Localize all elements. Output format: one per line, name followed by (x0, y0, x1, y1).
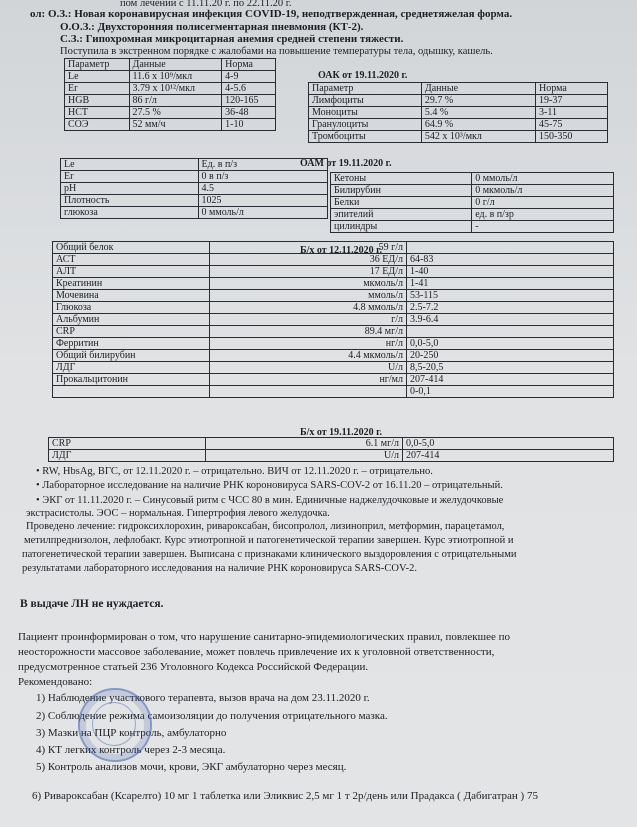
table-row: СОЭ 52 мм/ч 1-10 (65, 119, 276, 131)
table-row: Le 11.6 x 10⁹/мкл 4-9 (65, 71, 276, 83)
table-row: Креатинин мкмоль/л 1-41 (53, 278, 614, 290)
table-row: Гранулоциты 64.9 % 45-75 (309, 119, 608, 131)
table-row: Er 0 в п/з (61, 171, 328, 183)
stamp-seal-inner (92, 702, 136, 746)
table-row: Параметр Данные Норма (309, 83, 608, 95)
bx2-table (48, 437, 614, 462)
table-row: Глюкоза 4.8 ммоль/л 2.5-7.2 (53, 302, 614, 314)
table-row: Альбумин г/л 3.9-6.4 (53, 314, 614, 326)
table-row: Прокальцитонин нг/мл 207-414 (53, 374, 614, 386)
header-line-0: пом лечении с 11.11.20 г. по 22.11.20 г. (120, 0, 292, 9)
table-row: Лимфоциты 29.7 % 19-37 (309, 95, 608, 107)
table-row: CRP 89.4 мг/л (53, 326, 614, 338)
table-row: АСТ 36 ЕД/л 64-83 (53, 254, 614, 266)
warning-line-2: неосторожности массовое заболевание, может повлечь привлечение их к уголовной ответственности, (18, 646, 495, 658)
bx2-title: Б/х от 19.11.2020 г. (300, 427, 383, 438)
ecg-result: • ЭКГ от 11.11.2020 г. – Синусовый ритм с ЧСС 80 в мин. Единичные наджелудочковые и желудочковые (36, 495, 504, 506)
list-item: 6) Ривароксабан (Ксарелто) 10 мг 1 таблетка или Эликвис 2,5 мг 1 т 2р/день или Прадакса ( Дабигатран ) 75 (32, 790, 538, 802)
treatment-line-4: результатами лабораторного исследования на наличие РНК короновируса SARS-COV-2. (22, 563, 418, 574)
diagnosis-main: ол: О.З.: Новая коронавирусная инфекция COVID-19, неподтвержденная, среднетяжелая форма. (30, 8, 513, 20)
table-row: pH 4.5 (61, 183, 328, 195)
diagnosis-concomitant: С.З.: Гипохромная микроцитарная анемия средней степени тяжести. (60, 33, 404, 45)
table-row: Er 3.79 x 10¹²/мкл 4-5.6 (65, 83, 276, 95)
table-row: 0-0,1 (53, 386, 614, 398)
table-row: HGB 86 г/л 120-165 (65, 95, 276, 107)
table-row: Общий белок 59 г/л (53, 242, 614, 254)
treatment-line-1: Проведено лечение: гидроксихлорохин, ривароксабан, бисопролол, лизиноприл, метформин, парацетамол, (26, 521, 505, 532)
table-row: глюкоза 0 ммоль/л (61, 207, 328, 219)
table-row: Общий билирубин 4.4 мкмоль/л 20-250 (53, 350, 614, 362)
list-item: 1) Наблюдение участкового терапевта, вызов врача на дом 23.11.2020 г. (36, 692, 370, 704)
oam-table-left (60, 158, 328, 219)
oam-title: ОАМ от 19.11.2020 г. (300, 158, 392, 169)
list-item: 4) КТ легких контроль через 2-3 месяца. (36, 744, 226, 756)
admission-complaints: Поступила в экстренном порядке с жалобами на повышение температуры тела, одышку, кашель. (60, 46, 493, 57)
oam-table-right (330, 172, 614, 233)
table-row: Мочевина ммоль/л 53-115 (53, 290, 614, 302)
table-row: Билирубин 0 мкмоль/л (331, 185, 614, 197)
table-row: цилиндры - (331, 221, 614, 233)
ecg-result-cont: экстрасистолы. ЭОС – нормальная. Гипертрофия левого желудочка. (26, 508, 330, 519)
table-row: CRP 6.1 мг/л 0,0-5,0 (49, 438, 614, 450)
bx1-title: Б/х от 12.11.2020 г. (300, 245, 383, 256)
oak-table-left (64, 58, 276, 131)
table-row: Параметр Данные Норма (65, 59, 276, 71)
warning-line-3: предусмотренное статьей 236 Уголовного Кодекса Российской Федерации. (18, 661, 369, 673)
table-row: Ферритин нг/л 0,0-5,0 (53, 338, 614, 350)
sick-leave-note: В выдаче ЛН не нуждается. (20, 598, 164, 610)
table-row: Le Ед. в п/з (61, 159, 328, 171)
treatment-line-3: патогенетической терапии завершен. Выписана с признаками клинического выздоровления с отрицательными (22, 549, 517, 560)
table-row: Моноциты 5.4 % 3-11 (309, 107, 608, 119)
recommendations-heading: Рекомендовано: (18, 676, 93, 688)
list-item: 2) Соблюдение режима самоизоляции до получения отрицательного мазка. (36, 710, 388, 722)
oak-table-right (308, 82, 608, 143)
table-row: АЛТ 17 ЕД/л 1-40 (53, 266, 614, 278)
table-row: Белки 0 г/л (331, 197, 614, 209)
table-row: Тромбоциты 542 x 10³/мкл 150-350 (309, 131, 608, 143)
list-item: 3) Мазки на ПЦР контроль, амбулаторно (36, 727, 227, 739)
table-row: Плотность 1025 (61, 195, 328, 207)
table-row: эпителий ед. в п/зр (331, 209, 614, 221)
serology-result: • RW, HbsAg, ВГС, от 12.11.2020 г. – отрицательно. ВИЧ от 12.11.2020 г. – отрицательно. (36, 466, 433, 477)
pcr-result: • Лабораторное исследование на наличие РНК короновируса SARS-COV-2 от 16.11.20 – отрицательный. (36, 480, 503, 491)
oak-title: ОАК от 19.11.2020 г. (318, 70, 408, 81)
table-row: ЛДГ U/л 8,5-20,5 (53, 362, 614, 374)
list-item: 5) Контроль анализов мочи, крови, ЭКГ амбулаторно через месяц. (36, 761, 347, 773)
diagnosis-complication: О.О.З.: Двухсторонняя полисегментарная пневмония (КТ-2). (60, 21, 364, 33)
table-row: ЛДГ U/л 207-414 (49, 450, 614, 462)
bx1-table (52, 241, 614, 398)
treatment-line-2: метилпреднизолон, лефлобакт. Курс этиотропной и патогенетической терапии завершен. Курс этиотропной и (24, 535, 514, 546)
table-row: HCT 27.5 % 36-48 (65, 107, 276, 119)
warning-line-1: Пациент проинформирован о том, что нарушение санитарно-эпидемиологических правил, повлекшее по (18, 631, 510, 643)
table-row: Кетоны 0 ммоль/л (331, 173, 614, 185)
